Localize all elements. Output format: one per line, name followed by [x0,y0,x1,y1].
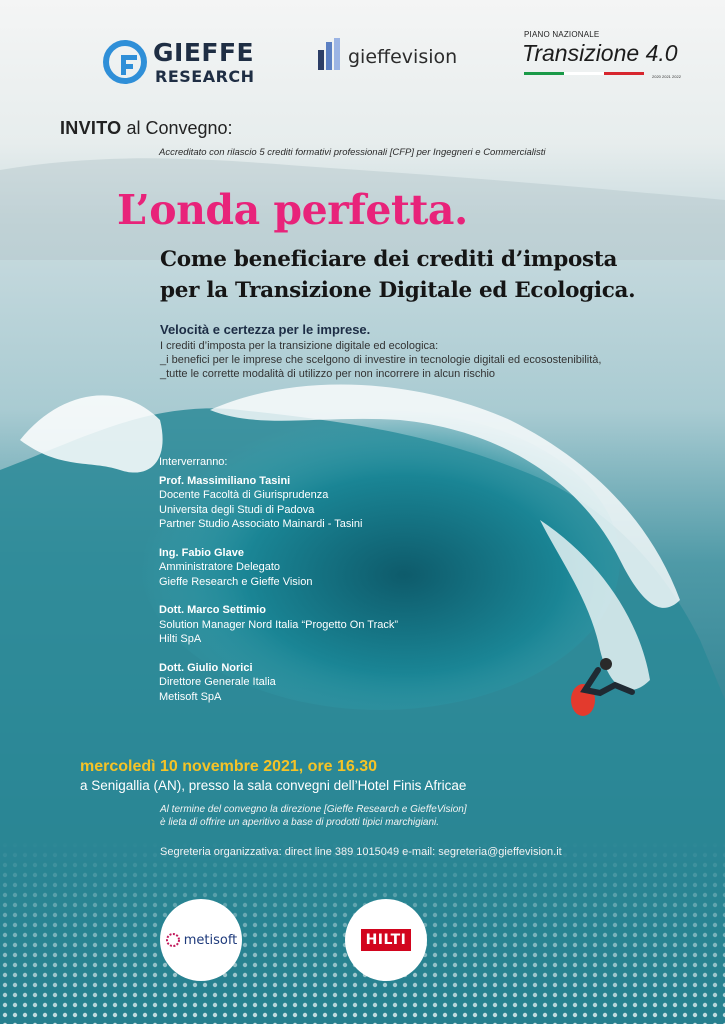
gieffevision-logo [318,38,458,78]
invito-heading [60,118,233,139]
speaker-name: Dott. Marco Settimio [159,604,266,616]
subtitle-line-1: Come beneficiare dei crediti d’imposta [160,247,618,272]
intro-line: _tutte le corrette modalità di utilizzo per non incorrere in alcun rischio [160,368,496,380]
transizione-logo [522,30,692,85]
event-place: a Senigallia (AN), presso la sala convegni dell’Hotel Finis Africae [80,778,467,793]
speaker-role: Solution Manager Nord Italia “Progetto On Track” [159,618,399,631]
hilti-logo-text: HILTI [361,929,412,951]
speaker-role: Gieffe Research e Gieffe Vision [159,575,313,588]
intro-line: I crediti d’imposta per la transizione digitale ed ecologica: [160,340,439,352]
speaker-role: Hilti SpA [159,633,202,645]
speaker-name: Ing. Fabio Glave [159,546,244,559]
speaker-role: Direttore Generale Italia [159,676,276,688]
speaker-role: Universita degli Studi di Padova [159,503,315,516]
gieffe-mark-icon [103,40,147,84]
transizione-kicker: PIANO NAZIONALE [524,30,600,39]
speaker-entry [159,546,459,590]
gieffevision-bars-icon [318,38,342,70]
transizione-title: Transizione 4.0 [522,40,678,66]
metisoft-mark-icon [165,932,181,948]
research-logo-text: RESEARCH [155,67,255,86]
metisoft-logo-text: metisoft [183,932,238,948]
segreteria-contact: Segreteria organizzativa: direct line 389 1015049 e-mail: segreteria@gieffevision.it [160,846,562,858]
speaker-role: Docente Facoltà di Giurisprudenza [159,489,329,501]
speaker-entry [159,474,459,532]
speaker-role: Partner Studio Associato Mainardi - Tasini [159,518,363,530]
metisoft-logo [160,899,242,981]
intro-text [160,339,601,381]
closing-line-2: è lieta di offrire un aperitivo a base di prodotti tipici marchigiani. [160,817,440,828]
subtitle [160,244,635,306]
speaker-role: Metisoft SpA [159,690,222,703]
speaker-entry [159,661,459,705]
transizione-years: 2020 2021 2022 [652,74,681,79]
gieffevision-logo-text: gieffevision [348,46,458,68]
hilti-logo [345,899,427,981]
italian-flag-stripe [524,72,644,75]
event-date: mercoledì 10 novembre 2021, ore 16.30 [80,758,378,775]
intro-line: _i benefici per le imprese che scelgono di investire in tecnologie digitali ed ecosostenibilità, [160,354,602,366]
speaker-name: Prof. Massimiliano Tasini [159,474,291,487]
closing-note [160,803,467,829]
speaker-role: Amministratore Delegato [159,561,281,573]
subtitle-line-2: per la Transizione Digitale ed Ecologica. [160,278,636,303]
invito-rest: al Convegno: [121,118,233,138]
speaker-entry [159,603,459,647]
closing-line-1: Al termine del convegno la direzione [Gieffe Research e GieffeVision] [160,804,467,815]
speaker-name: Dott. Giulio Norici [159,661,253,674]
tagline: Velocità e certezza per le imprese. [160,322,371,337]
gieffe-logo-text: GIEFFE [153,38,255,67]
gieffe-research-logo [103,36,255,92]
page-title: L’onda perfetta. [117,186,468,234]
invito-bold: INVITO [60,118,122,138]
speakers-heading: Interverranno: [159,456,228,468]
speakers-list [159,455,459,718]
accredito-note: Accreditato con rilascio 5 crediti formativi professionali [CFP] per Ingegneri e Commercialisti [159,147,546,158]
